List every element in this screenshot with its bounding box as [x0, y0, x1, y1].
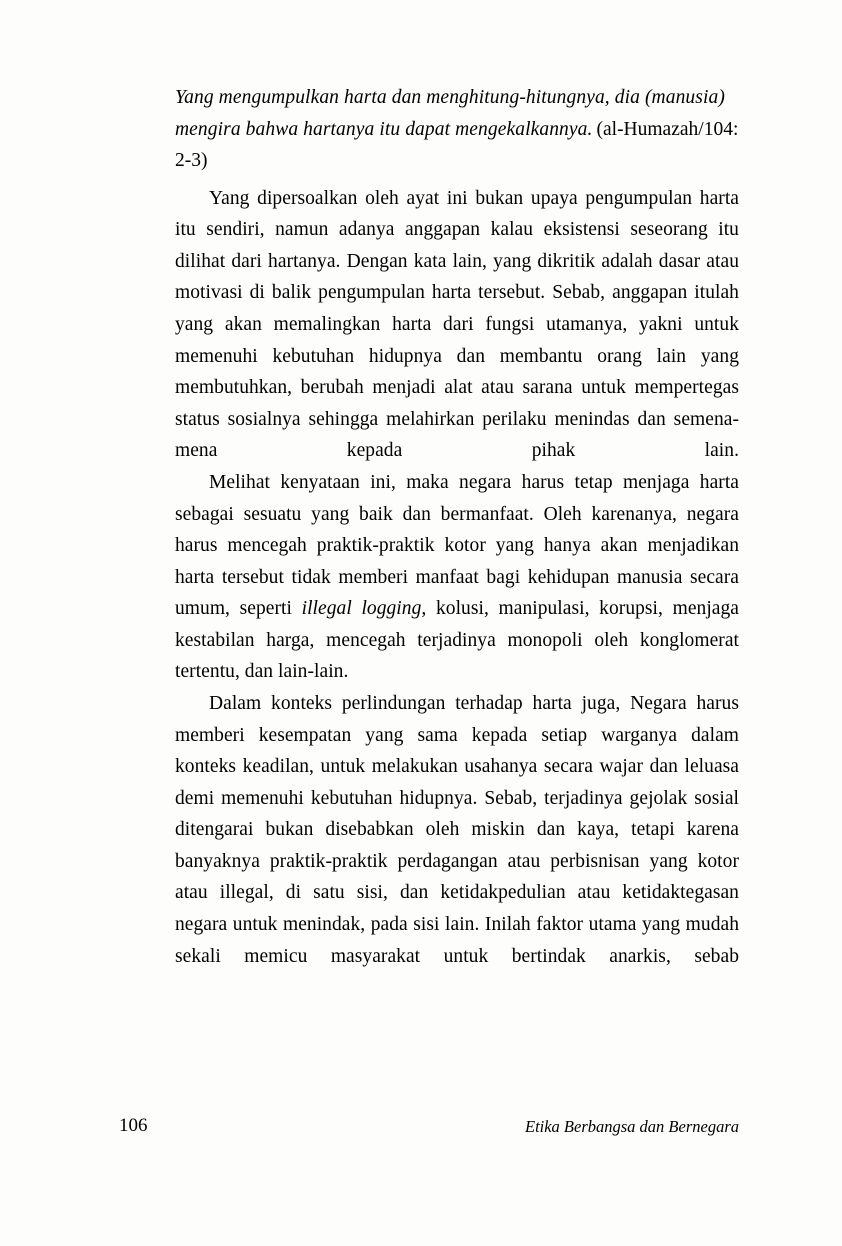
quotation-reference: (al-Humazah/104: 2-3): [175, 118, 739, 172]
body-paragraph-2: [175, 467, 739, 688]
quotation-text: Yang mengumpulkan harta dan menghitung-hitungnya, dia (manusia) mengira bahwa hartanya itu dapat mengekalkannya.: [175, 87, 725, 140]
paragraph-2-text-after: kolusi, manipulasi, korupsi, menjaga kestabilan harga, mencegah terjadinya monopoli oleh konglomerat tertentu, dan lain-lain.: [175, 598, 740, 683]
page-content: [175, 82, 739, 972]
running-head: Etika Berbangsa dan Bernegara: [524, 1117, 739, 1136]
body-paragraph-3: Dalam konteks perlindungan terhadap harta juga, Negara harus memberi kesempatan yang sama kepada setiap warganya dalam konteks keadilan, untuk melakukan usahanya secara wajar dan leluasa demi memenuhi kebutuhan hidupnya. Sebab, terjadinya gejolak sosial ditengarai bukan disebabkan oleh miskin dan kaya, tetapi karena banyaknya praktik-praktik perdagangan atau perbisnisan yang kotor atau illegal, di satu sisi, dan ketidakpedulian atau ketidaktegasan negara untuk menindak, pada sisi lain. Inilah faktor utama yang mudah sekali memicu masyarakat untuk bertindak anarkis, sebab: [175, 692, 739, 967]
quotation-block: [175, 82, 739, 177]
paragraph-2-text-before: Melihat kenyataan ini, maka negara harus tetap menjaga harta sebagai sesuatu yang baik dan bermanfaat. Oleh karenanya, negara harus mencegah praktik-praktik kotor yang hanya akan menjadikan harta tersebut tidak memberi manfaat bagi kehidupan manusia secara umum, seperti: [175, 471, 739, 620]
page-number: 106: [119, 1115, 148, 1136]
italic-term-illegal-logging: illegal logging,: [301, 598, 427, 620]
page-footer: [0, 1115, 842, 1155]
body-paragraph-1: Yang dipersoalkan oleh ayat ini bukan upaya pengumpulan harta itu sendiri, namun adanya anggapan kalau eksistensi seseorang itu dilihat dari hartanya. Dengan kata lain, yang dikritik adalah dasar atau motivasi di balik pengumpulan harta tersebut. Sebab, anggapan itulah yang akan memalingkan harta dari fungsi utamanya, yakni untuk memenuhi kebutuhan hidupnya dan membantu orang lain yang membutuhkan, berubah menjadi alat atau sarana untuk mempertegas status sosialnya sehingga melahirkan perilaku menindas dan semena-mena kepada pihak lain.: [175, 187, 739, 462]
